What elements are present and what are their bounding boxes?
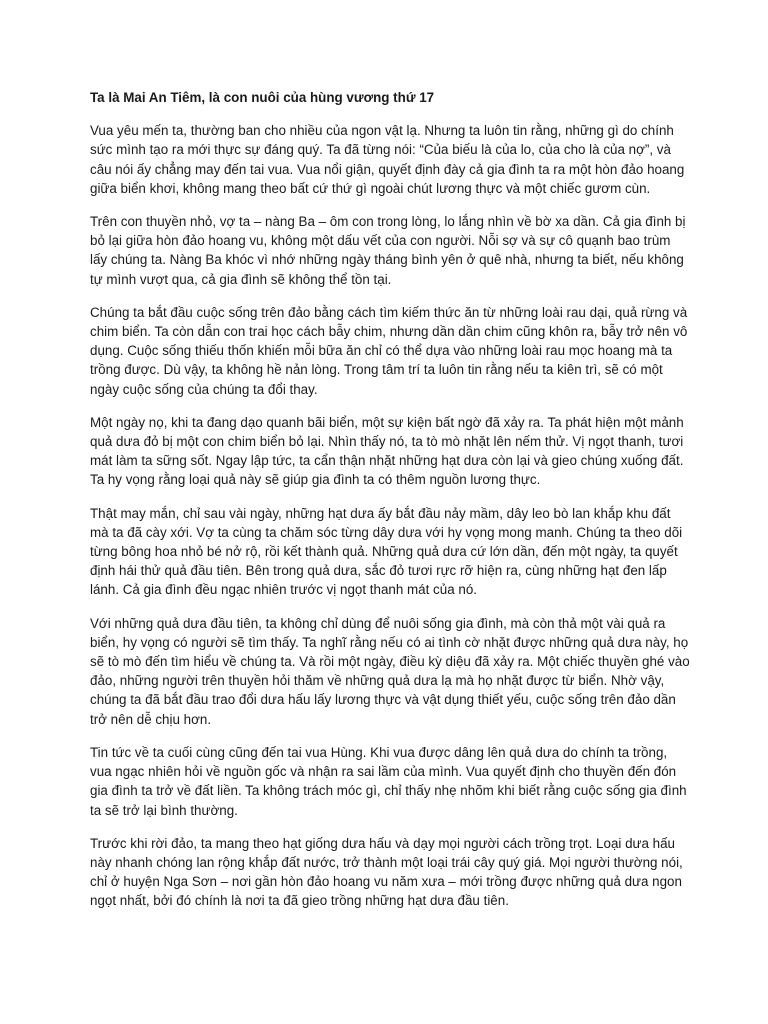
document-title: Ta là Mai An Tiêm, là con nuôi của hùng vương thứ 17	[90, 90, 435, 105]
paragraph-3: Chúng ta bắt đầu cuộc sống trên đảo bằng cách tìm kiếm thức ăn từ những loài rau dại, quả rừng và chim biển. Ta còn dẫn con trai học cách bẫy chim, nhưng dần dần chim cũng khôn ra, bẫy trở nên vô dụng. Cuộc sống thiếu thốn khiến mỗi bữa ăn chỉ có thể dựa vào những loài rau mọc hoang mà ta trồng được. Dù vậy, ta không hề nản lòng. Trong tâm trí ta luôn tin rằng nếu ta kiên trì, sẽ có một ngày cuộc sống của chúng ta đổi thay.	[90, 304, 688, 397]
paragraph-7: Tin tức về ta cuối cùng cũng đến tai vua Hùng. Khi vua được dâng lên quả dưa do chính ta trồng, vua ngạc nhiên hỏi về nguồn gốc và nhận ra sai lầm của mình. Vua quyết định cho thuyền đến đón gia đình ta trở về đất liền. Ta không trách móc gì, chỉ thấy nhẹ nhõm khi biết rằng cuộc sống gia đình ta sẽ trở lại bình thường.	[90, 744, 687, 818]
paragraph-5: Thật may mắn, chỉ sau vài ngày, những hạt dưa ấy bắt đầu nảy mầm, dây leo bò lan khắp khu đất mà ta đã cày xới. Vợ ta cùng ta chăm sóc từng dây dưa với hy vọng mong manh. Chúng ta theo dõi từng bông hoa nhỏ bé nở rộ, rồi kết thành quả. Những quả dưa cứ lớn dần, đến một ngày, ta quyết định hái thử quả đầu tiên. Bên trong quả dưa, sắc đỏ tươi rực rỡ hiện ra, cùng những hạt đen lấp lánh. Cả gia đình đều ngạc nhiên trước vị ngọt thanh mát của nó.	[90, 505, 683, 598]
paragraph-6: Với những quả dưa đầu tiên, ta không chỉ dùng để nuôi sống gia đình, mà còn thả một vài quả ra biển, hy vọng có người sẽ tìm thấy. Ta nghĩ rằng nếu có ai tình cờ nhặt được những quả dưa này, họ sẽ tò mò đến tìm hiểu về chúng ta. Và rồi một ngày, điều kỳ diệu đã xảy ra. Một chiếc thuyền ghé vào đảo, những người trên thuyền hỏi thăm về những quả dưa lạ mà họ nhặt được từ biển. Nhờ vậy, chúng ta đã bắt đầu trao đổi dưa hấu lấy lương thực và vật dụng thiết yếu, cuộc sống trên đảo dần trở nên dễ chịu hơn.	[90, 615, 690, 727]
paragraph-8: Trước khi rời đảo, ta mang theo hạt giống dưa hấu và dạy mọi người cách trồng trọt. Loại dưa hấu này nhanh chóng lan rộng khắp đất nước, trở thành một loại trái cây quý giá. Mọi người thường nói, chỉ ở huyện Nga Sơn – nơi gần hòn đảo hoang vu năm xưa – mới trồng được những quả dưa ngon ngọt nhất, bởi đó chính là nơi ta đã gieo trồng những hạt dưa đầu tiên.	[90, 835, 683, 909]
paragraph-2: Trên con thuyền nhỏ, vợ ta – nàng Ba – ôm con trong lòng, lo lắng nhìn về bờ xa dần. Cả gia đình bị bỏ lại giữa hòn đảo hoang vu, không một dấu vết của con người. Nỗi sợ và sự cô quạnh bao trùm lấy chúng ta. Nàng Ba khóc vì nhớ những ngày tháng bình yên ở quê nhà, nhưng ta biết, nếu không tự mình vượt qua, cả gia đình sẽ không thể tồn tại.	[90, 214, 686, 287]
document-page	[90, 88, 690, 925]
paragraph-1: Vua yêu mến ta, thường ban cho nhiều của ngon vật lạ. Nhưng ta luôn tin rằng, những gì do chính sức mình tạo ra mới thực sự đáng quý. Ta đã từng nói: “Của biếu là của lo, của cho là của nợ”, và câu nói ấy chẳng may đến tai vua. Vua nổi giận, quyết định đày cả gia đình ta ra một hòn đảo hoang giữa biển khơi, không mang theo bất cứ thứ gì ngoài chút lương thực và một chiếc gươm cùn.	[90, 123, 685, 196]
paragraph-4: Một ngày nọ, khi ta đang dạo quanh bãi biển, một sự kiện bất ngờ đã xảy ra. Ta phát hiện một mảnh quả dưa đỏ bị một con chim biển bỏ lại. Nhìn thấy nó, ta tò mò nhặt lên nếm thử. Vị ngọt thanh, tươi mát làm ta sững sốt. Ngay lập tức, ta cẩn thận nhặt những hạt dưa còn lại và gieo chúng xuống đất. Ta hy vọng rằng loại quả này sẽ giúp gia đình ta có thêm nguồn lương thực.	[90, 414, 684, 488]
